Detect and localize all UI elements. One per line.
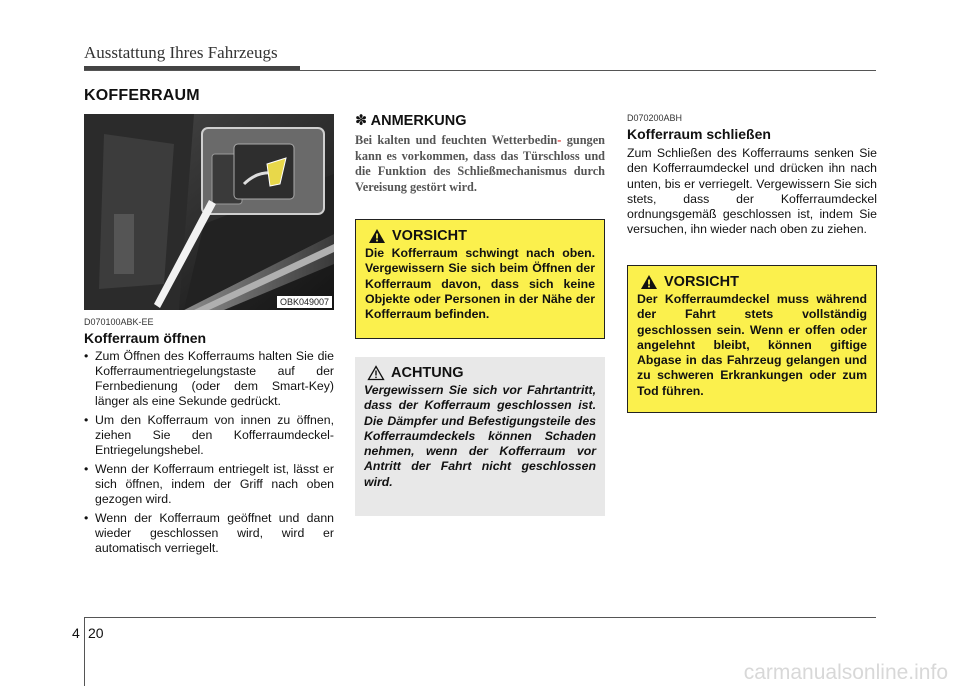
list-item: • Um den Kofferraum von innen zu öffnen, ziehen Sie den Kofferraumdeckel-Entriegelungshebel. (84, 413, 334, 458)
closing-text: Zum Schließen des Kofferraums senken Sie den Kofferraumdeckel und drücken ihn nach unten, bis er verriegelt. Vergewissern Sie sich stets, dass der Kofferraumdeckel ordnungsgemäß geschlossen ist, indem Sie versuchen, ihn wieder nach oben zu ziehen. (627, 146, 877, 237)
header-rule (84, 70, 876, 71)
caution-box-2 (627, 265, 877, 413)
attention-triangle-icon (367, 365, 385, 381)
attention-label: ACHTUNG (391, 365, 464, 381)
closing-ref-code: D070200ABH (627, 113, 683, 123)
section-title: KOFFERRAUM (84, 87, 200, 104)
caution-text: Die Kofferraum schwingt nach oben. Vergewissern Sie sich beim Öffnen der Kofferraum davon, dass sich keine Objekte oder Personen in der Nähe der Kofferraum befinden. (365, 246, 595, 322)
opening-ref-code: D070100ABK-EE (84, 317, 154, 327)
note-text-start: Bei kalten und feuchten Wetterbedin (355, 133, 558, 147)
list-item: • Wenn der Kofferraum geöffnet und dann wieder geschlossen wird, wird er automatisch verriegelt. (84, 511, 334, 556)
warning-triangle-icon (368, 228, 386, 244)
header-title: Ausstattung Ihres Fahrzeugs (84, 43, 278, 62)
footer-rule (84, 617, 876, 618)
opening-list (84, 349, 334, 556)
warning-triangle-icon (640, 274, 658, 290)
attention-box (355, 357, 605, 516)
note-symbol-icon: ✽ (355, 113, 368, 129)
list-item: • Wenn der Kofferraum entriegelt ist, lässt er sich öffnen, indem der Griff nach oben gezogen wird. (84, 462, 334, 507)
chapter-number: 4 (72, 625, 80, 641)
page-number: 20 (88, 625, 104, 641)
opening-section (84, 317, 334, 560)
opening-heading: Kofferraum öffnen (84, 330, 207, 346)
caution-box-1 (355, 219, 605, 339)
caution-label: VORSICHT (664, 274, 739, 290)
note-hyphen: - (557, 133, 562, 147)
photo-code: OBK049007 (277, 296, 332, 308)
closing-section (627, 113, 877, 238)
note-text-end: gungen kann es vorkommen, dass das Türschloss und die Funktion des Schließmechanismus durch Vereisung gestört wird. (355, 133, 605, 194)
closing-heading: Kofferraum schließen (627, 126, 771, 142)
caution-text: Der Kofferraumdeckel muss während der Fahrt stets vollständig geschlossen sein. Wenn er offen oder angelehnt bleibt, können giftige Abgase in das Fahrzeug gelangen und zu schweren Erkrankungen oder zum Tod führen. (637, 292, 867, 398)
footer-divider (84, 618, 85, 686)
note-title (355, 113, 605, 129)
note-text (355, 133, 605, 195)
caution-label: VORSICHT (392, 228, 467, 244)
door-sill-illustration (84, 114, 334, 310)
note-title-label: ANMERKUNG (370, 113, 467, 129)
note-section (355, 113, 605, 195)
trunk-release-photo (84, 114, 334, 310)
attention-text: Vergewissern Sie sich vor Fahrtantritt, dass der Kofferraum geschlossen ist. Die Dämpfer und Befestigungsteile des Kofferraumdeckels können Schaden nehmen, wenn der Kofferraum vor Antritt der Fahrt nicht geschlossen wird. (364, 383, 596, 489)
list-item: • Zum Öffnen des Kofferraums halten Sie die Kofferraumentriegelungstaste auf der Fernbedienung (oder dem Smart-Key) länger als eine Sekunde gedrückt. (84, 349, 334, 409)
watermark: carmanualsonline.info (743, 661, 948, 684)
